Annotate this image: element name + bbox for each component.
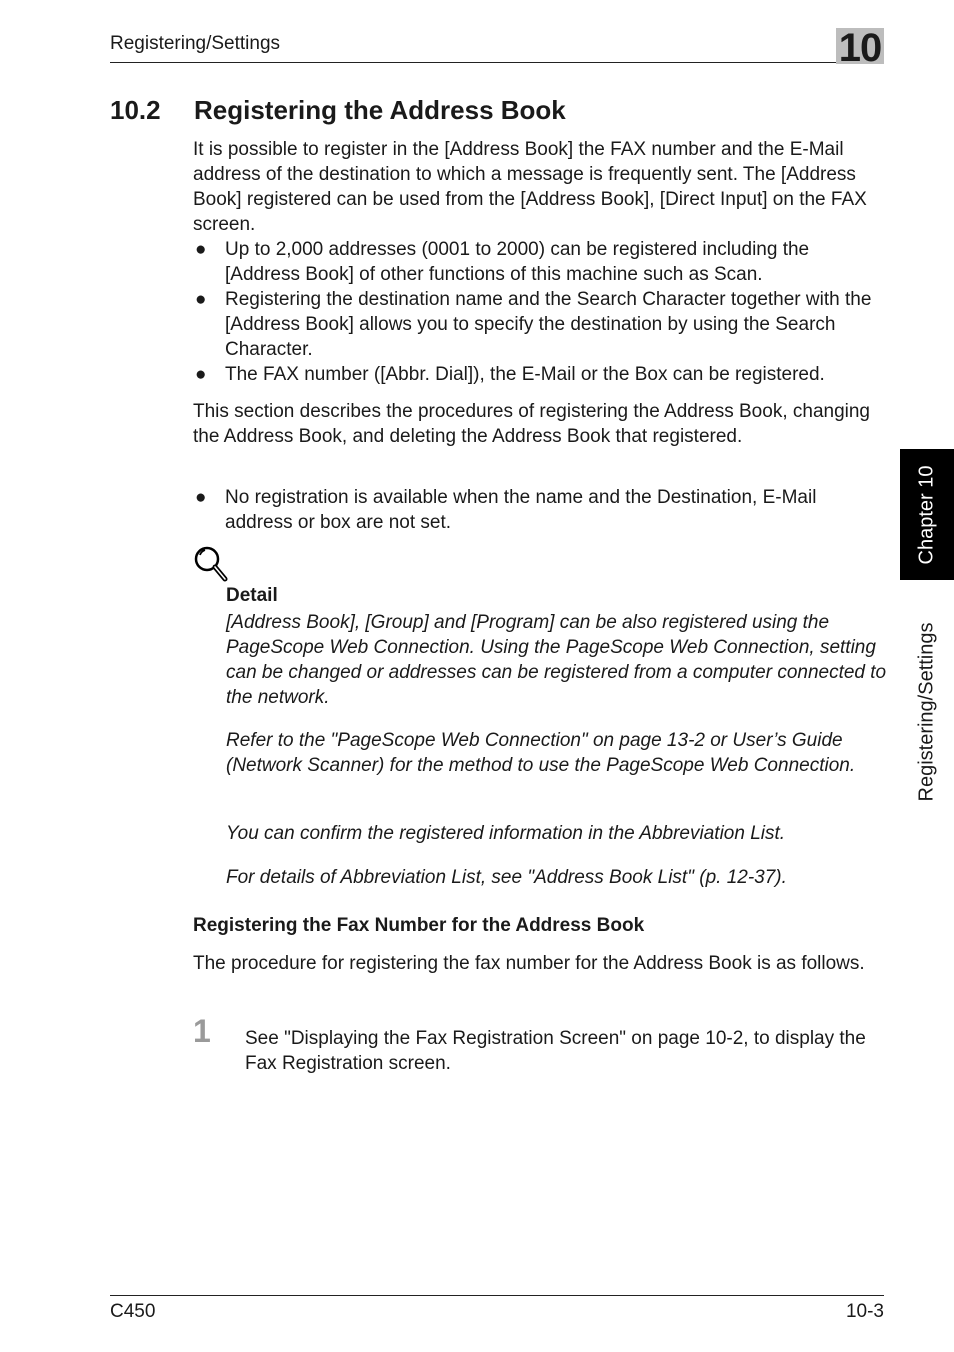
intro-paragraph: It is possible to register in the [Address Book] the FAX number and the E-Mail address of the destination to which a message is frequently sent. The [Address Book] registered can be used from the [Address Book], [Direct Input] on the FAX screen. [193, 139, 867, 235]
footer-page-number: 10-3 [845, 1301, 884, 1322]
header-rule [110, 62, 884, 63]
chapter-side-tab [900, 449, 954, 580]
running-header-title: Registering/Settings [110, 33, 281, 54]
bullet-icon: ● [195, 364, 207, 385]
feature-bullet-list [193, 237, 888, 387]
note-bullet-list [193, 485, 888, 535]
detail-label: Detail [226, 585, 278, 606]
subsection-intro: The procedure for registering the fax number for the Address Book is as follows. [193, 953, 865, 974]
section-number: 10.2 [110, 95, 161, 125]
section-heading [110, 95, 566, 126]
list-item [193, 237, 888, 287]
chapter-number: 10 [838, 28, 882, 64]
list-item [193, 362, 888, 387]
detail-paragraph: For details of Abbreviation List, see "Address Book List" (p. 12-37). [226, 867, 787, 888]
subsection-heading: Registering the Fax Number for the Address Book [193, 915, 645, 936]
step-text: See "Displaying the Fax Registration Screen" on page 10-2, to display the Fax Registration screen. [245, 1028, 866, 1074]
bullet-text: Registering the destination name and the Search Character together with the [Address Book] allows you to specify the destination by using the Search Character. [225, 289, 872, 360]
bullet-icon: ● [195, 289, 207, 310]
detail-paragraph: You can confirm the registered information in the Abbreviation List. [226, 823, 786, 844]
list-item [193, 485, 888, 535]
detail-paragraph: Refer to the "PageScope Web Connection" on page 13-2 or User’s Guide (Network Scanner) for the method to use the PageScope Web Connection. [226, 730, 856, 776]
step-number: 1 [193, 1013, 211, 1049]
detail-paragraph: [Address Book], [Group] and [Program] can be also registered using the PageScope Web Connection. Using the PageScope Web Connection, setting can be changed or addresses can be registered from a computer connected to the network. [226, 612, 887, 708]
bullet-icon: ● [195, 239, 207, 260]
bullet-text: Up to 2,000 addresses (0001 to 2000) can be registered including the [Address Book] of other functions of this machine such as Scan. [225, 239, 810, 285]
description-paragraph: This section describes the procedures of registering the Address Book, changing the Address Book, and deleting the Address Book that registered. [193, 401, 870, 447]
section-title: Registering the Address Book [194, 95, 566, 125]
chapter-side-tab-label: Chapter 10 [915, 465, 938, 564]
bullet-text: No registration is available when the name and the Destination, E-Mail address or box are not set. [225, 487, 817, 533]
magnifier-icon [193, 545, 229, 583]
section-side-label: Registering/Settings [915, 622, 938, 802]
bullet-icon: ● [195, 487, 207, 508]
chapter-number-badge [836, 28, 884, 64]
footer-rule [110, 1295, 884, 1296]
list-item [193, 287, 888, 362]
footer-model: C450 [110, 1301, 156, 1322]
bullet-text: The FAX number ([Abbr. Dial]), the E-Mail or the Box can be registered. [225, 364, 825, 385]
